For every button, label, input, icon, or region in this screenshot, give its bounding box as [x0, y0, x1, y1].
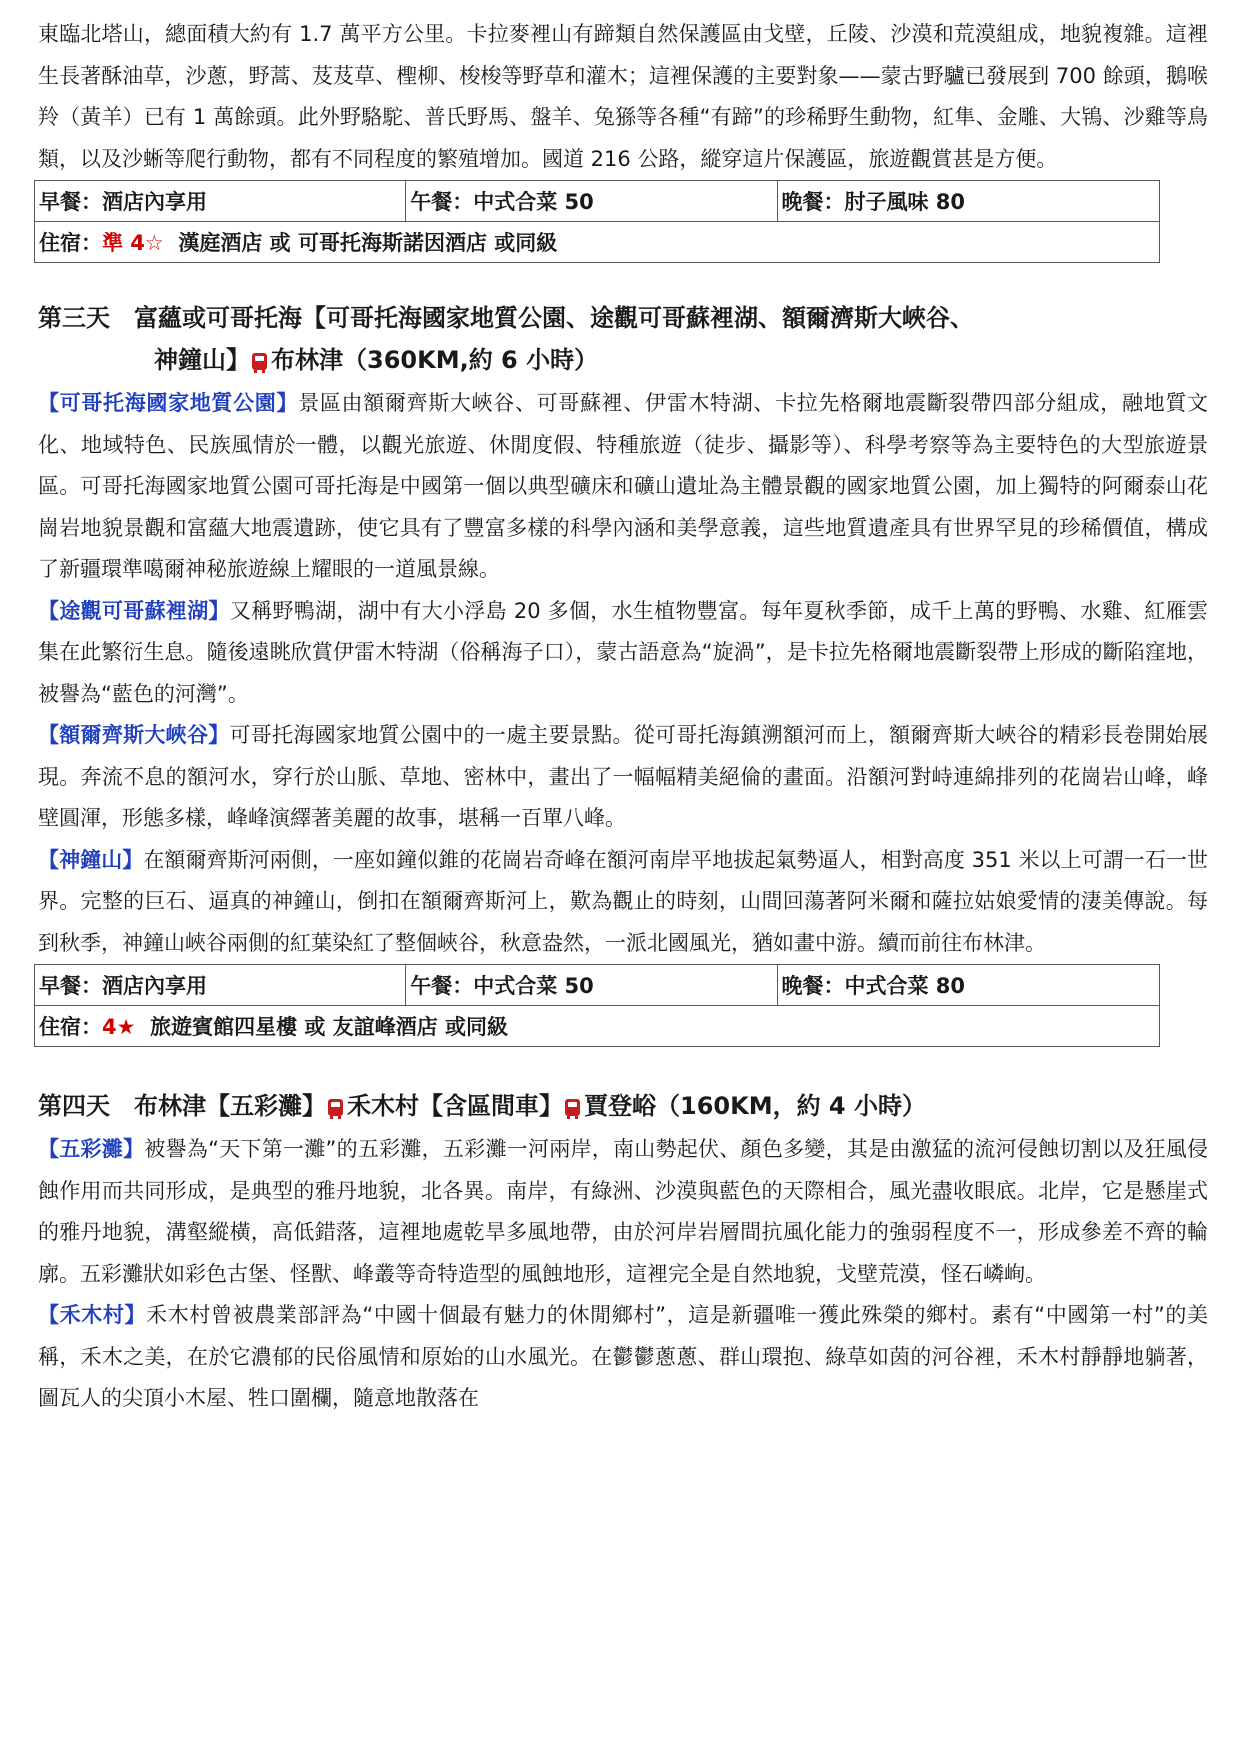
lodging-label: 住宿： [39, 1015, 102, 1039]
day3-title-line2-a: 神鐘山】 [154, 346, 250, 374]
section-text: 可哥托海國家地質公園中的一處主要景點。從可哥托海鎮溯額河而上，額爾齊斯大峽谷的精彩長卷開始展現。奔流不息的額河水，穿行於山脈、草地、密林中，畫出了一幅幅精美絕倫的畫面。沿額河對峙連綿排列的花崗岩山峰，峰壁圓渾，形態多樣，峰峰演繹著美麗的故事，堪稱一百單八峰。 [38, 723, 1208, 830]
lodging-hotels: 旅遊賓館四星樓 或 友誼峰酒店 或同級 [150, 1015, 509, 1039]
lunch-cell: 午餐：中式合菜 50 [406, 965, 777, 1006]
day3-title-line1: 第三天 富蘊或可哥托海【可哥托海國家地質公園、途觀可哥蘇裡湖、額爾濟斯大峽谷、 [38, 304, 974, 332]
hotel-rating-badge: 準 4☆ [102, 231, 164, 255]
section-tag: 【途觀可哥蘇裡湖】 [38, 598, 230, 623]
section-bell-mountain [38, 840, 1208, 965]
section-hemu-village [38, 1295, 1208, 1420]
dinner-cell: 晚餐：中式合菜 80 [777, 965, 1160, 1006]
lunch-cell: 午餐：中式合菜 50 [406, 181, 777, 222]
dinner-cell: 晚餐：肘子風味 80 [777, 181, 1160, 222]
lodging-cell [35, 1006, 1160, 1047]
day3-sections [38, 383, 1208, 964]
section-tag: 【額爾齊斯大峽谷】 [38, 723, 230, 747]
section-colorful-beach [38, 1129, 1208, 1295]
lodging-hotels: 漢庭酒店 或 可哥托海斯諾因酒店 或同級 [178, 231, 558, 255]
hotel-rating-badge: 4★ [102, 1015, 136, 1039]
section-text: 又稱野鴨湖，湖中有大小浮島 20 多個，水生植物豐富。每年夏秋季節，成千上萬的野鴨、水雞、紅雁雲集在此繁衍生息。隨後遠眺欣賞伊雷木特湖（俗稱海子口），蒙古語意為“旋渦”，是卡拉先格爾地震斷裂帶上形成的斷陷窪地，被譽為“藍色的河灣”。 [38, 598, 1208, 706]
day3-meal-table [34, 964, 1160, 1047]
bus-icon [252, 353, 267, 370]
day4-sections [38, 1129, 1208, 1420]
section-tag: 【五彩灘】 [38, 1137, 145, 1161]
section-text: 在額爾齊斯河兩側，一座如鐘似錐的花崗岩奇峰在額河南岸平地拔起氣勢逼人，相對高度 351 米以上可謂一石一世界。完整的巨石、逼真的神鐘山，倒扣在額爾齊斯河上，歎為觀止的時刻，山間回蕩著阿米爾和薩拉姑娘愛情的淒美傳說。每到秋季，神鐘山峽谷兩側的紅葉染紅了整個峽谷，秋意盎然，一派北國風光，猶如畫中游。續而前往布林津。 [38, 847, 1209, 955]
day4-heading [38, 1085, 1208, 1127]
bus-icon [565, 1099, 580, 1116]
day2-meal-table [34, 180, 1160, 263]
section-tag: 【可哥托海國家地質公園】 [38, 391, 299, 415]
breakfast-cell: 早餐：酒店內享用 [35, 181, 406, 222]
bus-icon [328, 1099, 343, 1116]
intro-paragraph: 東臨北塔山，總面積大約有 1.7 萬平方公里。卡拉麥裡山有蹄類自然保護區由戈壁，丘陵、沙漠和荒漠組成，地貌複雜。這裡生長著酥油草，沙蔥，野蒿、芨芨草、檉柳、梭梭等野草和灌木；這裡保護的主要對象——蒙古野驢已發展到 700 餘頭，鵝喉羚（黃羊）已有 1 萬餘頭。此外野駱駝、普氏野馬、盤羊、兔猻等各種“有蹄”的珍稀野生動物，紅隼、金雕、大鴇、沙雞等鳥類，以及沙蜥等爬行動物，都有不同程度的繁殖增加。國道 216 公路，縱穿這片保護區，旅遊觀賞甚是方便。 [38, 22, 1208, 171]
section-lake [38, 591, 1208, 716]
day4-title-c: 賈登峪（160KM，約 4 小時） [584, 1092, 926, 1120]
day4-title-a: 第四天 布林津【五彩灘】 [38, 1092, 326, 1120]
itinerary-page [38, 14, 1208, 1420]
lodging-label: 住宿： [39, 231, 102, 255]
section-tag: 【禾木村】 [38, 1303, 147, 1327]
section-text: 禾木村曾被農業部評為“中國十個最有魅力的休閒鄉村”，這是新疆唯一獲此殊榮的鄉村。素有“中國第一村”的美稱，禾木之美，在於它濃郁的民俗風情和原始的山水風光。在鬱鬱蔥蔥、群山環抱、綠草如茵的河谷裡，禾木村靜靜地躺著，圖瓦人的尖頂小木屋、牲口圍欄，隨意地散落在 [38, 1303, 1209, 1410]
section-canyon [38, 715, 1208, 840]
section-tag: 【神鐘山】 [38, 847, 144, 872]
day3-heading [38, 297, 1208, 381]
section-geopark [38, 383, 1208, 591]
lodging-cell [35, 222, 1160, 263]
section-text: 景區由額爾齊斯大峽谷、可哥蘇裡、伊雷木特湖、卡拉先格爾地震斷裂帶四部分組成，融地質文化、地域特色、民族風情於一體，以觀光旅遊、休閒度假、特種旅遊（徒步、攝影等）、科學考察等為主要特色的大型旅遊景區。可哥托海國家地質公園可哥托海是中國第一個以典型礦床和礦山遺址為主體景觀的國家地質公園，加上獨特的阿爾泰山花崗岩地貌景觀和富蘊大地震遺跡，使它具有了豐富多樣的科學內涵和美學意義，這些地質遺產具有世界罕見的珍稀價值，構成了新疆環準噶爾神秘旅遊線上耀眼的一道風景線。 [38, 391, 1209, 581]
day4-title-b: 禾木村【含區間車】 [347, 1092, 563, 1120]
day3-title-line2-b: 布林津（360KM,約 6 小時） [271, 346, 599, 374]
breakfast-cell: 早餐：酒店內享用 [35, 965, 406, 1006]
section-text: 被譽為“天下第一灘”的五彩灘，五彩灘一河兩岸，南山勢起伏、顏色多變，其是由激猛的流河侵蝕切割以及狂風侵蝕作用而共同形成，是典型的雅丹地貌，北各異。南岸，有綠洲、沙漠與藍色的天際相合，風光盡收眼底。北岸，它是懸崖式的雅丹地貌，溝壑縱橫，高低錯落，這裡地處乾旱多風地帶，由於河岸岩層間抗風化能力的強弱程度不一，形成參差不齊的輪廓。五彩灘狀如彩色古堡、怪獸、峰叢等奇特造型的風蝕地形，這裡完全是自然地貌，戈壁荒漠，怪石嶙峋。 [38, 1137, 1208, 1286]
